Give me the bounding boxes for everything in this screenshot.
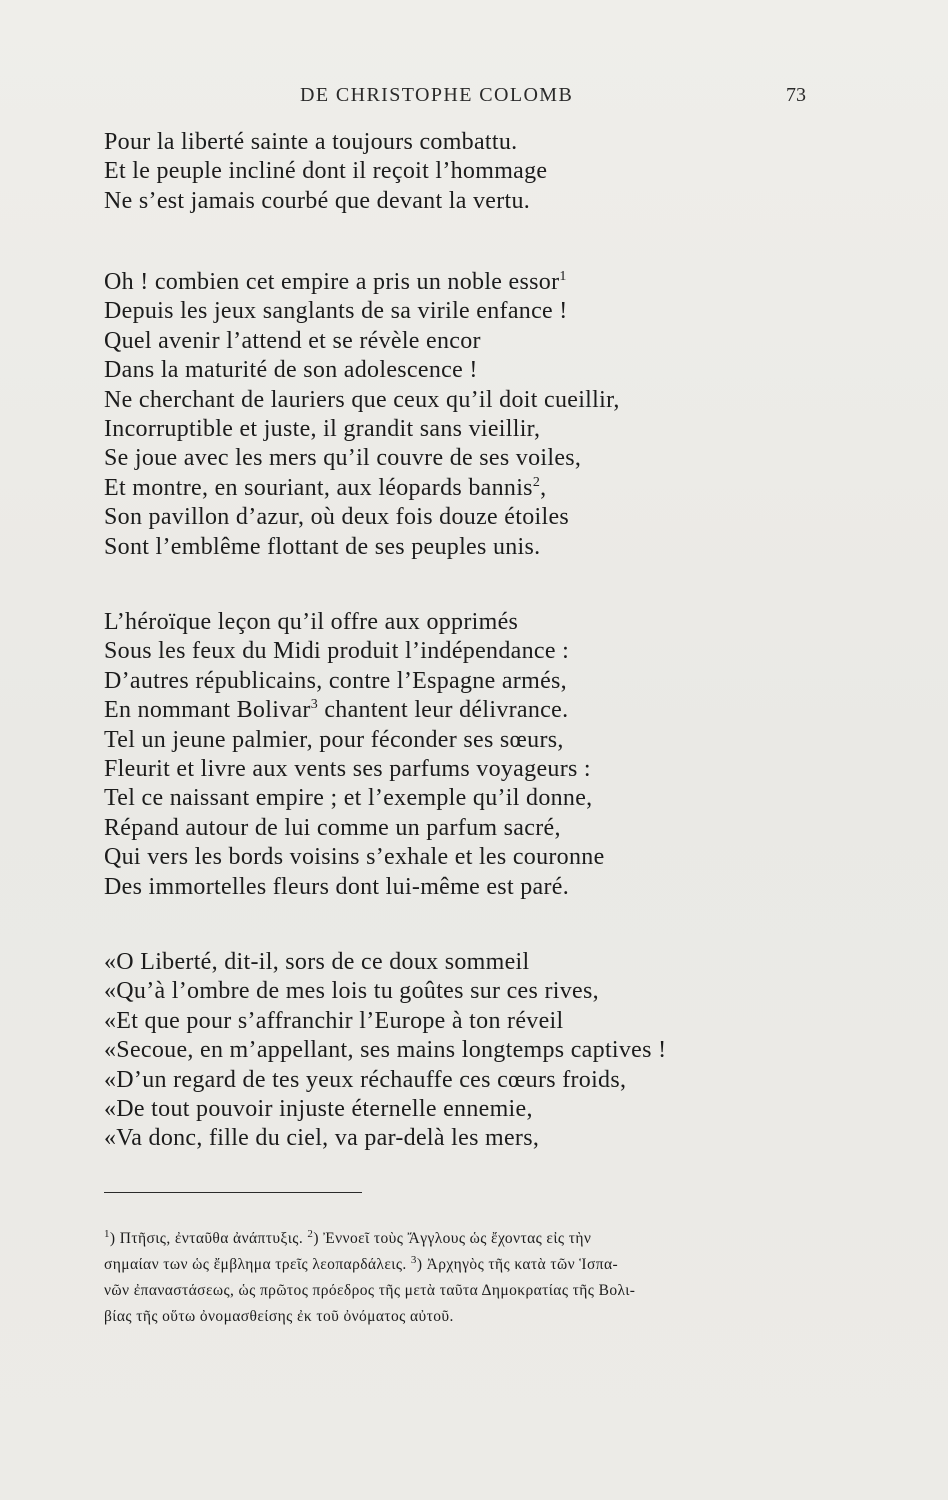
verse-line: Ne cherchant de lauriers que ceux qu’il doit cueillir, [104,386,620,413]
verse-line: Qui vers les bords voisins s’exhale et les couronne [104,844,605,871]
footnote-marker-2: 2 [307,1228,314,1240]
verse-text: En nommant Bolivar [104,697,311,724]
page-number: 73 [786,84,806,106]
verse-line: «De tout pouvoir injuste éternelle ennemie, [104,1095,533,1122]
verse-line: Des immortelles fleurs dont lui-même est paré. [104,873,570,900]
footnote-line [104,1226,820,1252]
footnote-ref-1: 1 [559,269,567,284]
verse-line [104,696,824,725]
verse-line: Pour la liberté sainte a toujours combattu. [104,129,518,155]
verse-text: chantent leur délivrance. [318,697,569,724]
verse-line: L’héroïque leçon qu’il offre aux opprimés [104,609,519,635]
verse-line: «Et que pour s’affranchir l’Europe à ton réveil [104,1007,564,1034]
footnote-line: νῶν ἐπαναστάσεως, ὡς πρῶτος πρόεδρος τῆς μετὰ ταῦτα Δημοκρατίας τῆς Βολι- [104,1282,636,1299]
verse-text: Oh ! combien cet empire a pris un noble essor [104,269,560,295]
verse-line: «Secoue, en m’appellant, ses mains longtemps captives ! [104,1037,667,1064]
verse-line: «Qu’à l’ombre de mes lois tu goûtes sur ces rives, [104,978,599,1005]
verse-line [104,268,824,297]
verse-line: Quel avenir l’attend et se révèle encor [104,327,481,354]
running-title: DE CHRISTOPHE COLOMB [300,84,574,106]
verse-line [104,474,824,503]
verse-line: «O Liberté, dit-il, sors de ce doux sommeil [104,949,530,975]
verse-line: Dans la maturité de son adolescence ! [104,357,478,384]
verse-line: Fleurit et livre aux vents ses parfums voyageurs : [104,755,591,782]
footnote-text: ) Ἐννοεῖ τοὺς Ἄγγλους ὡς ἔχοντας εἰς τὴν [313,1230,592,1247]
verse-line: Sont l’emblême flottant de ses peuples unis. [104,533,541,560]
verse-line: D’autres républicains, contre l’Espagne armés, [104,667,567,694]
verse-line: Répand autour de lui comme un parfum sacré, [104,814,561,841]
stanza-1 [104,128,824,216]
footnote-line: βίας τῆς οὕτω ὀνομασθείσης ἐκ τοῦ ὀνόματος αὐτοῦ. [104,1308,454,1325]
footnote-marker-3: 3 [410,1254,417,1266]
footnote-ref-3: 3 [310,697,319,713]
footnote-ref-2: 2 [532,474,541,490]
verse-line: Depuis les jeux sanglants de sa virile enfance ! [104,298,568,325]
verse-text: Et montre, en souriant, aux léopards bannis [104,474,533,501]
verse-line: «Va donc, fille du ciel, va par-delà les mers, [104,1125,540,1152]
verse-line: Incorruptible et juste, il grandit sans vieillir, [104,415,541,442]
stanza-2 [104,268,824,562]
verse-line: Son pavillon d’azur, où deux fois douze étoiles [104,504,570,531]
footnote-text: ) Ἀρχηγὸς τῆς κατὰ τῶν Ἱσπα- [416,1256,619,1273]
verse-line: Tel un jeune palmier, pour féconder ses sœurs, [104,726,564,753]
verse-text: , [540,474,547,501]
footnote-line [104,1252,820,1278]
stanza-4 [104,948,824,1154]
footnote-text: σημαίαν των ὡς ἔμβλημα τρεῖς λεοπαρδάλεις. [104,1256,407,1273]
footnote-divider [104,1192,362,1193]
verse-line: Et le peuple incliné dont il reçoit l’hommage [104,158,548,185]
stanza-3 [104,608,824,902]
verse-line: Tel ce naissant empire ; et l’exemple qu’il donne, [104,785,593,812]
verse-line: Ne s’est jamais courbé que devant la vertu. [104,187,531,214]
footnote-marker-1: 1 [104,1228,110,1240]
verse-line: Sous les feux du Midi produit l’indépendance : [104,638,570,665]
verse-line: «D’un regard de tes yeux réchauffe ces cœurs froids, [104,1066,627,1093]
verse-line: Se joue avec les mers qu’il couvre de ses voiles, [104,445,582,472]
footnote-text: ) Πτῆσις, ἐνταῦθα ἀνάπτυξις. [109,1230,304,1247]
footnotes [104,1226,820,1330]
page-header [0,84,948,114]
